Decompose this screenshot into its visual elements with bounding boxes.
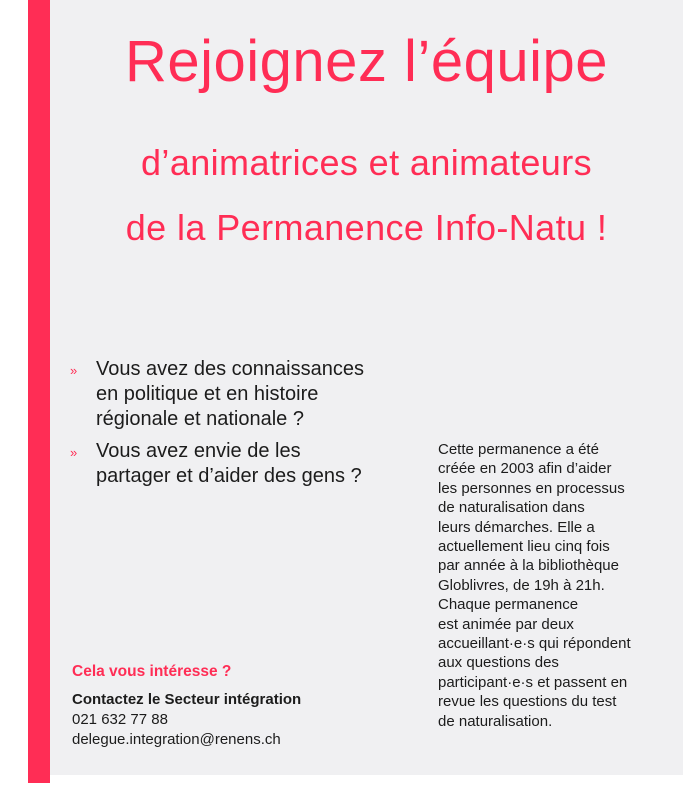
question-line: Vous avez des connaissances [96,358,364,380]
description-line: de naturalisation dans [438,499,585,517]
contact-question: Cela vous intéresse ? [72,663,232,680]
description-text [438,440,678,731]
question-item [70,357,410,432]
question-item [70,439,410,489]
description-line: par année à la bibliothèque [438,557,619,575]
question-line: en politique et en histoire [96,383,319,405]
title-line-2: d’animatrices et animateurs [141,142,592,183]
description-line: créée en 2003 afin d’aider [438,460,612,478]
contact-email: delegue.integration@renens.ch [72,731,281,748]
description-line: aux questions des [438,654,559,672]
description-line: accueillant·e·s qui répondent [438,635,631,653]
question-list [70,357,410,496]
description-line: Globlivres, de 19h à 21h. [438,576,605,594]
title-main: Rejoignez l’équipe [125,29,608,94]
description-line: participant·e·s et passent en [438,673,628,691]
title-line-3: de la Permanence Info-Natu ! [125,207,608,248]
description-line: de naturalisation. [438,712,553,730]
question-line: régionale et nationale ? [96,408,304,430]
description-line: Cette permanence a été [438,441,599,458]
accent-bar [28,0,50,783]
description-line: leurs démarches. Elle a [438,518,595,536]
double-chevron-icon: » [70,363,78,378]
description-line: revue les questions du test [438,693,617,711]
double-chevron-icon: » [70,445,78,460]
description-line: Chaque permanence [438,596,579,614]
question-line: partager et d’aider des gens ? [96,465,362,487]
description-line: actuellement lieu cinq fois [438,538,610,556]
contact-block [72,662,402,750]
description-line: les personnes en processus [438,479,625,497]
question-line: Vous avez envie de les [96,440,301,462]
description-line: est animée par deux [438,615,574,633]
contact-phone: 021 632 77 88 [72,711,168,728]
contact-heading: Contactez le Secteur intégration [72,691,302,708]
content-panel [50,0,683,775]
